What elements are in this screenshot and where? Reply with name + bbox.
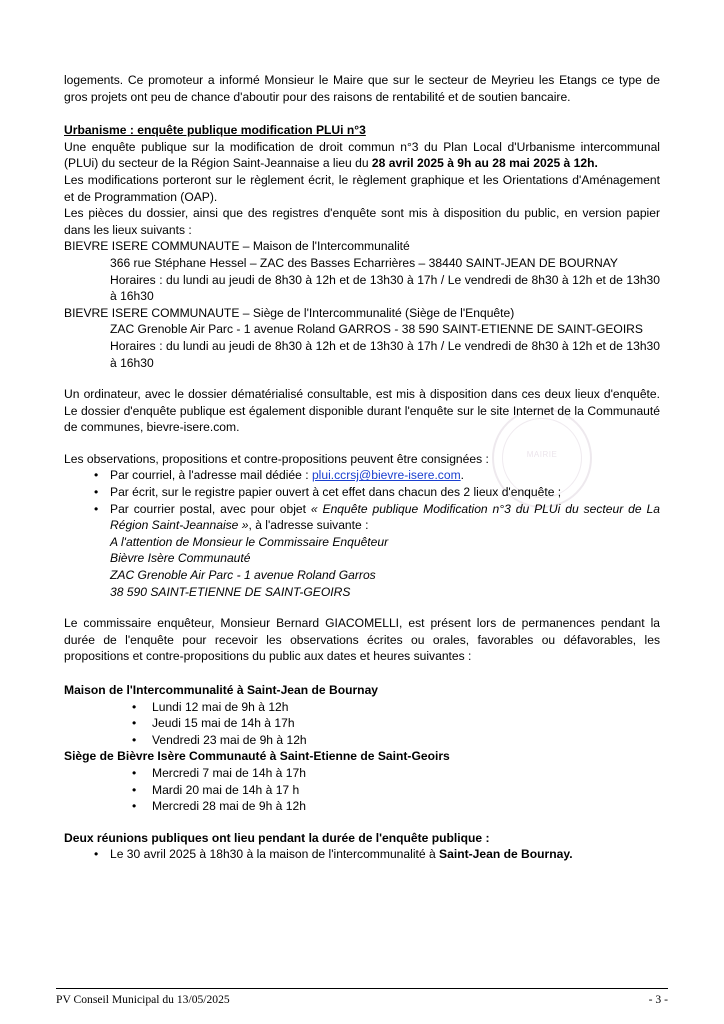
paragraph-enquete-dates bbox=[64, 139, 660, 172]
list-item-ecrit: • Par écrit, sur le registre papier ouvert à cet effet dans chacun des 2 lieux d'enquête ; bbox=[64, 484, 660, 501]
enquete-dates: 28 avril 2025 à 9h au 28 mai 2025 à 12h. bbox=[371, 156, 598, 171]
permanences-sjb-list bbox=[64, 699, 660, 749]
email-link[interactable]: plui.ccrsj@bievre-isere.com bbox=[311, 468, 461, 483]
lieu2-title: BIEVRE ISERE COMMUNAUTE – Siège de l'Intercommunalité (Siège de l'Enquête) bbox=[64, 305, 515, 320]
list-item: • Lundi 12 mai de 9h à 12h bbox=[64, 699, 660, 716]
lieu1-horaires: Horaires : du lundi au jeudi de 8h30 à 12h et de 13h30 à 17h / Le vendredi de 8h30 à 12h et de 13h30 à 16h30 bbox=[110, 272, 660, 304]
list-item: • Jeudi 15 mai de 14h à 17h bbox=[64, 715, 660, 732]
list-item: • Vendredi 23 mai de 9h à 12h bbox=[64, 732, 660, 749]
paragraph-observations-intro: Les observations, propositions et contre-propositions peuvent être consignées : bbox=[64, 451, 489, 466]
permanence2-title: Siège de Bièvre Isère Communauté à Saint-Etienne de Saint-Geoirs bbox=[64, 749, 450, 764]
obs-postal-text: Par courrier postal, avec pour objet bbox=[110, 501, 311, 516]
list-item: • Mercredi 7 mai de 14h à 17h bbox=[64, 765, 660, 782]
lieu2-adresse: ZAC Grenoble Air Parc - 1 avenue Roland GARROS - 38 590 SAINT-ETIENNE DE SAINT-GEOIRS bbox=[110, 322, 643, 337]
observations-list bbox=[64, 467, 660, 533]
adresse-line-3: ZAC Grenoble Air Parc - 1 avenue Roland Garros bbox=[110, 568, 376, 583]
adresse-postale bbox=[110, 534, 660, 600]
list-item-courriel bbox=[64, 467, 660, 484]
permanences-sesg-list bbox=[64, 765, 660, 815]
paragraph-intro: logements. Ce promoteur a informé Monsieur le Maire que sur le secteur de Meyrieu les Etangs ce type de gros projets ont peu de chance d'aboutir pour des raisons de rentabilité et de soutien bancaire. bbox=[64, 73, 660, 104]
page-footer bbox=[56, 988, 668, 1006]
reunions-list bbox=[64, 846, 660, 863]
list-item: • Mercredi 28 mai de 9h à 12h bbox=[64, 798, 660, 815]
heading-urbanisme: Urbanisme : enquête publique modification PLUi n°3 bbox=[64, 123, 366, 138]
lieu2-horaires: Horaires : du lundi au jeudi de 8h30 à 12h et de 13h30 à 17h / Le vendredi de 8h30 à 12h et de 13h30 à 16h30 bbox=[110, 338, 660, 370]
reunion-lieu: Saint-Jean de Bournay. bbox=[439, 847, 573, 862]
permanence1-title: Maison de l'Intercommunalité à Saint-Jean de Bournay bbox=[64, 683, 379, 697]
lieu1-adresse: 366 rue Stéphane Hessel – ZAC des Basses Echarrières – 38440 SAINT-JEAN DE BOURNAY bbox=[110, 255, 618, 270]
adresse-line-1: A l'attention de Monsieur le Commissaire Enquêteur bbox=[110, 534, 389, 549]
paragraph-pieces-dossier: Les pièces du dossier, ainsi que des registres d'enquête sont mis à disposition du public, en version papier dans les lieux suivants : bbox=[64, 206, 660, 237]
lieu1-title: BIEVRE ISERE COMMUNAUTE – Maison de l'Intercommunalité bbox=[64, 239, 410, 254]
adresse-line-2: Bièvre Isère Communauté bbox=[110, 551, 251, 566]
document-content bbox=[64, 72, 660, 863]
paragraph-commissaire: Le commissaire enquêteur, Monsieur Bernard GIACOMELLI, est présent lors de permanences pendant la durée de l'enquête pour recevoir les observations écrites ou orales, favorables ou défavorables, les propositions et contre-propositions du public aux dates et heures suivantes : bbox=[64, 616, 660, 664]
list-item: • Mardi 20 mai de 14h à 17 h bbox=[64, 782, 660, 799]
obs-courriel-end: . bbox=[460, 468, 465, 483]
paragraph-modifications: Les modifications porteront sur le règlement écrit, le règlement graphique et les Orientations d'Aménagement et de Programmation (OAP). bbox=[64, 172, 660, 204]
obs-postal-objet: « Enquête publique Modification n°3 du PLUi du secteur de La Région Saint-Jeannaise » bbox=[110, 501, 660, 533]
list-item-reunion bbox=[64, 846, 660, 863]
obs-courriel-text: Par courriel, à l'adresse mail dédiée : bbox=[110, 468, 312, 483]
footer-page-number: - 3 - bbox=[648, 993, 668, 1006]
obs-postal-end: , à l'adresse suivante : bbox=[248, 518, 369, 533]
adresse-line-4: 38 590 SAINT-ETIENNE DE SAINT-GEOIRS bbox=[110, 584, 351, 599]
enquete-text-1: Une enquête publique sur la modification de droit commun n°3 du Plan Local d'Urbanisme intercommunal (PLUi) du secteur de la Région Saint-Jeannaise a lieu du bbox=[64, 139, 660, 171]
footer-left: PV Conseil Municipal du 13/05/2025 bbox=[56, 993, 230, 1006]
list-item-postal bbox=[64, 501, 660, 534]
reunions-title: Deux réunions publiques ont lieu pendant la durée de l'enquête publique : bbox=[64, 830, 490, 845]
reunion-text: Le 30 avril 2025 à 18h30 à la maison de l'intercommunalité à bbox=[110, 847, 440, 862]
stamp-text: MAIRIE bbox=[526, 450, 558, 459]
paragraph-ordinateur: Un ordinateur, avec le dossier dématérialisé consultable, est mis à disposition dans ces deux lieux d'enquête. Le dossier d'enquête publique est également disponible durant l'enquête sur le site Internet de la Communauté de communes, bievre-isere.com. bbox=[64, 387, 660, 435]
